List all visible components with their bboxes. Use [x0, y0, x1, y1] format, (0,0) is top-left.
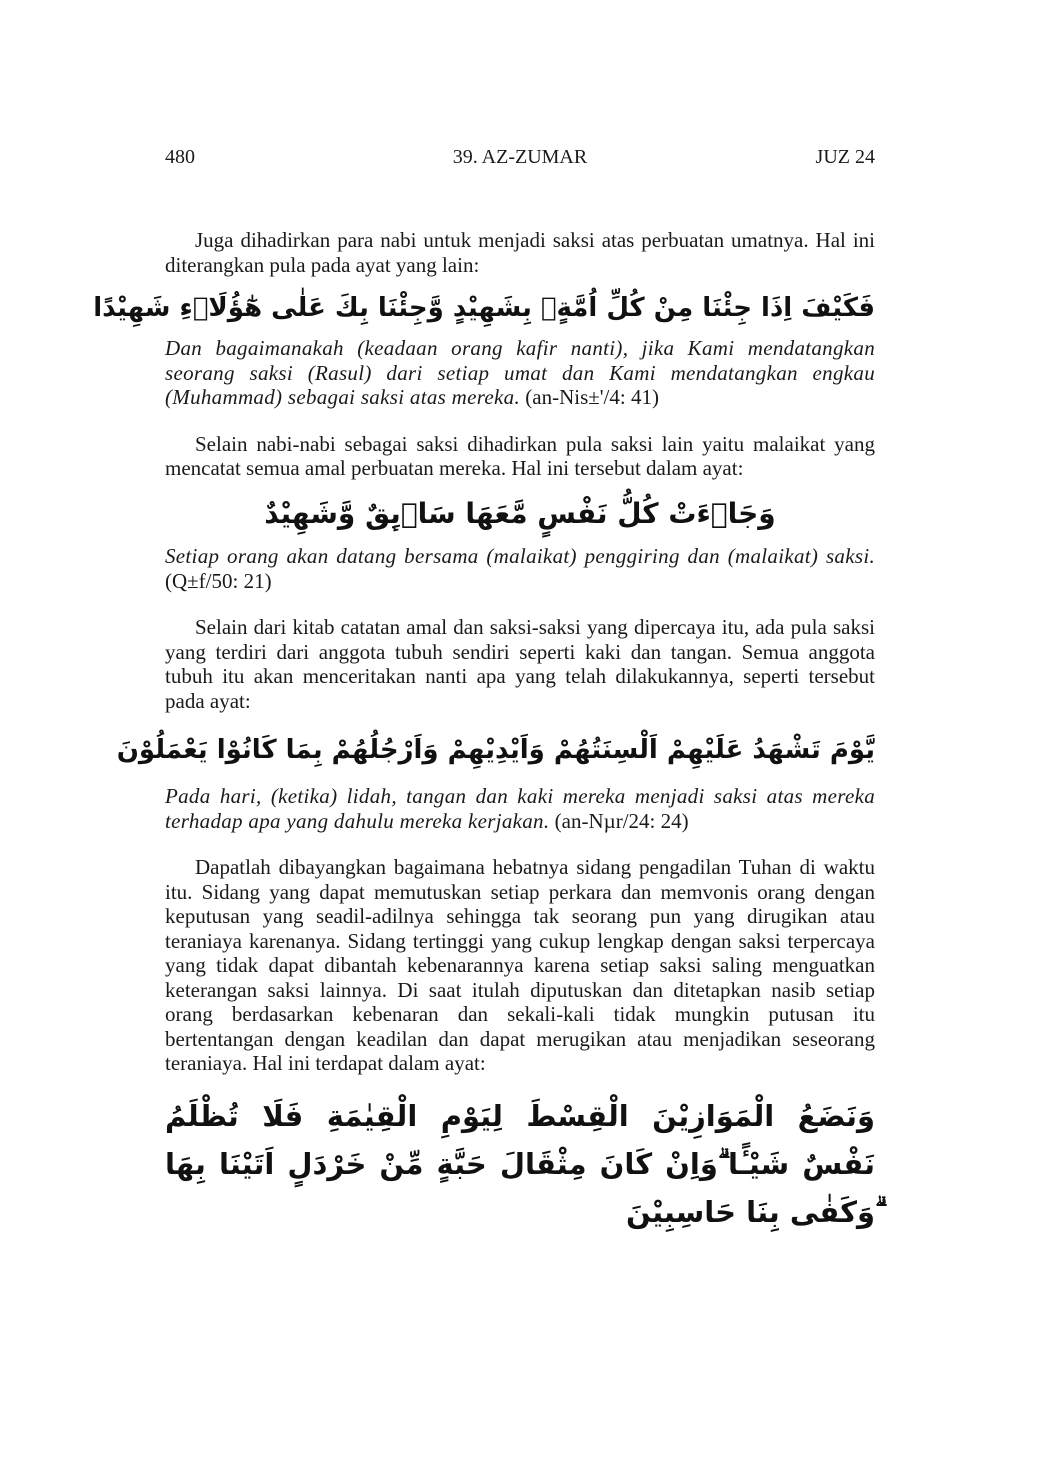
running-header — [165, 146, 875, 176]
arabic-verse-3: يَّوْمَ تَشْهَدُ عَلَيْهِمْ اَلْسِنَتُهُمْ وَاَيْدِيْهِمْ وَاَرْجُلُهُمْ بِمَا كَانُوْا يَعْمَلُوْنَ — [116, 735, 875, 766]
translation-2 — [165, 544, 875, 593]
paragraph-1: Juga dihadirkan para nabi untuk menjadi saksi atas perbuatan umatnya. Hal ini diterangkan pula pada ayat yang lain: — [165, 228, 875, 277]
translation-1-text: Dan bagaimanakah (keadaan orang kafir nanti), jika Kami mendatangkan seorang saksi (Rasul) dari setiap umat dan Kami mendatangkan engkau (Muhammad) sebagai saksi atas mereka. — [165, 336, 875, 410]
page-number: 480 — [165, 146, 195, 168]
verse-reference-2: (Q±f/50: 21) — [165, 568, 272, 593]
translation-2-text: Setiap orang akan datang bersama (malaikat) penggiring dan (malaikat) saksi. — [165, 544, 875, 569]
surah-title: 39. AZ-ZUMAR — [452, 146, 588, 168]
verse-reference-3: (an-Nµr/24: 24) — [549, 808, 689, 833]
paragraph-2: Selain nabi-nabi sebagai saksi dihadirkan pula saksi lain yaitu malaikat yang mencatat semua amal perbuatan mereka. Hal ini tersebut dalam ayat: — [165, 431, 875, 481]
translation-3-text: Pada hari, (ketika) lidah, tangan dan kaki mereka menjadi saksi atas mereka terhadap apa yang dahulu mereka kerjakan. — [165, 784, 875, 833]
translation-3 — [165, 784, 875, 833]
page-body — [93, 228, 875, 1236]
arabic-verse-1: فَكَيْفَ اِذَا جِئْنَا مِنْ كُلِّ اُمَّةٍۢ بِشَهِيْدٍ وَّجِئْنَا بِكَ عَلٰى هٰٓؤُلَاۤءِ شَهِيْدًا — [93, 293, 875, 323]
juz-label: JUZ 24 — [815, 146, 875, 168]
paragraph-4: Dapatlah dibayangkan bagaimana hebatnya sidang pengadilan Tuhan di waktu itu. Sidang yang dapat memutuskan setiap perkara dan memvonis orang dengan keputusan yang seadil-adilnya sehingga tak seorang pun yang dirugikan atau teraniaya karenanya. Sidang tertinggi yang cukup lengkap dengan saksi terpercaya yang tidak dapat dibantah kebenarannya karena setiap saksi saling menguatkan keterangan saksi lainnya. Di saat itulah diputuskan dan ditetapkan nasib setiap orang berdasarkan kebenaran dan sekali-kali tidak mungkin putusan itu bertentangan dengan keadilan dan dapat merugikan atau menjadikan seseorang teraniaya. Hal ini terdapat dalam ayat: — [165, 855, 875, 1076]
arabic-verse-4: وَنَضَعُ الْمَوَازِيْنَ الْقِسْطَ لِيَوْمِ الْقِيٰمَةِ فَلَا تُظْلَمُ نَفْسٌ شَيْـًٔا ۗوَاِنْ كَانَ مِثْقَالَ حَبَّةٍ مِّنْ خَرْدَلٍ اَتَيْنَا بِهَا ۗوَكَفٰى بِنَا حَاسِبِيْنَ — [165, 1098, 875, 1229]
paragraph-3: Selain dari kitab catatan amal dan saksi-saksi yang dipercaya itu, ada pula saksi yang terdiri dari anggota tubuh sendiri seperti kaki dan tangan. Semua anggota tubuh itu akan menceritakan nanti apa yang telah dilakukannya, seperti tersebut pada ayat: — [165, 615, 875, 713]
arabic-verse-2: وَجَاۤءَتْ كُلُّ نَفْسٍ مَّعَهَا سَاۤىِٕقٌ وَّشَهِيْدٌ — [264, 496, 776, 530]
translation-1 — [165, 336, 875, 410]
verse-reference-1: (an-Nis±'/4: 41) — [520, 385, 659, 410]
